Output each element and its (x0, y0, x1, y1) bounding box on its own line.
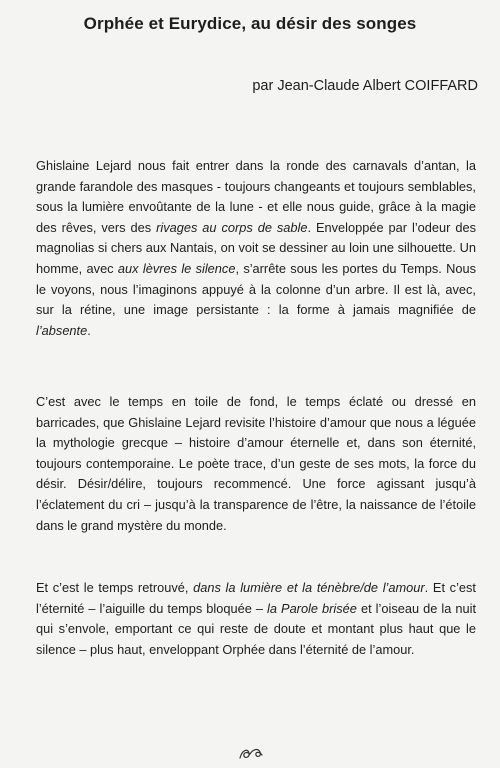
text-run: C’est avec le temps en toile de fond, le temps éclaté ou dressé en barricades, que Ghislaine Lejard revisite l’histoire d’amour que nous a léguée la mythologie grecque – histoire d’amour éternelle et, dans son éternité, toujours contemporaine. Le poète trace, d’un geste de ses mots, la force du désir. Désir/délire, toujours recommencé. Une force agissant jusqu’à l’éclatement du cri – jusqu’à la transparence de l’être, la naissance de l’étoile dans le grand mystère du monde. (36, 394, 476, 533)
italic-phrase: rivages au corps de sable (156, 219, 308, 235)
paragraph-1 (36, 156, 476, 341)
italic-phrase: l’absente (36, 322, 88, 338)
italic-phrase: dans la lumière et la ténèbre/de l’amour (193, 580, 425, 595)
page-title: Orphée et Eurydice, au désir des songes (83, 14, 417, 33)
text-run: . (87, 322, 91, 338)
italic-phrase: la Parole brisée (267, 600, 357, 616)
text-run: et l’oiseau de la nuit qui s’envole, emportant ce qui reste de doute et montant plus haut que le silence – plus haut, enveloppant Orphée dans l’éternité de l’amour. (36, 600, 477, 657)
text-run: Ghislaine Lejard nous fait entrer dans la ronde des carnavals d’antan, la grande farandole des masques - toujours changeants et toujours semblables, sous la lumière envoûtante de la lune - et elle nous guide, grâce à la magie des rêves, vers des (36, 158, 476, 235)
author-byline: par Jean-Claude Albert COIFFARD (252, 78, 478, 94)
text-run: . Et c’est l’éternité – l’aiguille du temps bloquée – (36, 580, 476, 616)
fleuron-ornament-icon (236, 746, 266, 762)
paragraph-3 (36, 578, 476, 660)
text-run: . Enveloppée par l’odeur des magnolias si chers aux Nantais, on voit se dessiner au loin une silhouette. Un homme, avec (36, 219, 476, 276)
text-run: , s’arrête sous les portes du Temps. Nous le voyons, nous l’imaginons appuyé à la colonne d’un arbre. Il est là, avec, sur la rétine, une image persistante : la forme à jamais magnifiée de (36, 260, 476, 318)
paragraph-2 (36, 392, 476, 536)
text-run: Et c’est le temps retrouvé, (36, 580, 194, 595)
italic-phrase: aux lèvres le silence (117, 260, 236, 276)
